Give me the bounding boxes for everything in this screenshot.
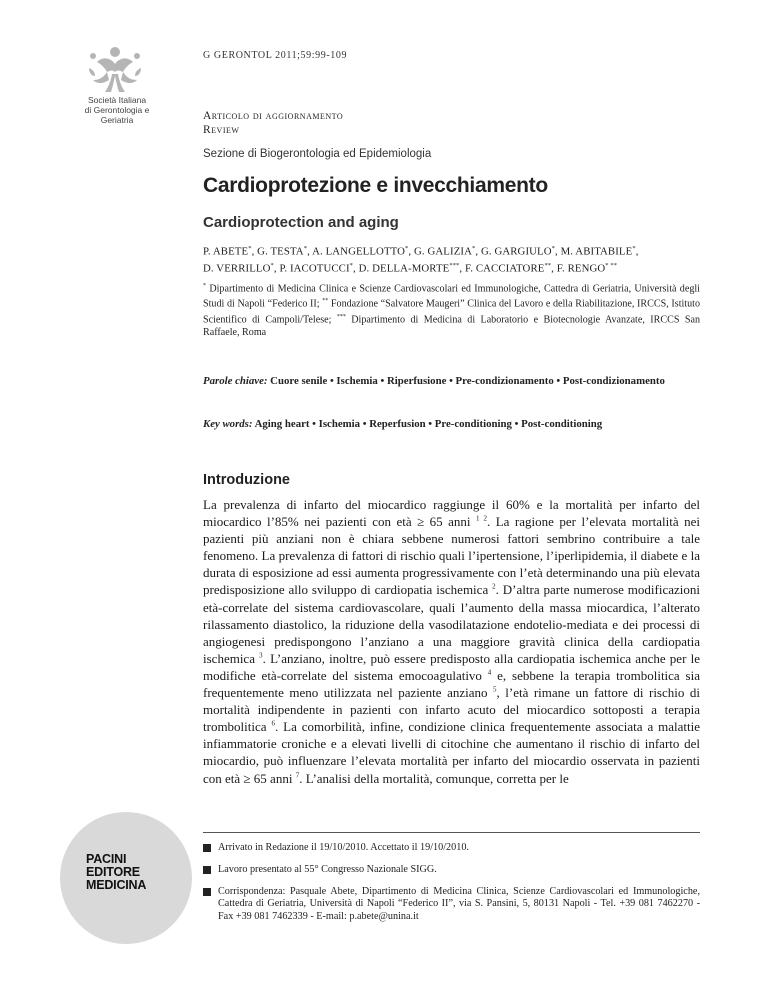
citation-ref: 3 [259, 651, 263, 660]
author: D. VERRILLO [203, 262, 271, 275]
intro-text-segment: , l’età rimane un fattore di rischio di mortalità indipendente in pazienti con infarto acuto del miocardico sottoposti a terapia trombolitica [203, 685, 700, 735]
author: G. TESTA [257, 245, 304, 258]
intro-text-segment: . D’altra parte numerose modificazioni età-correlate del sistema cardiovascolare, quali l’aumento della massa miocardica, l’alterato rilassamento diastolico, la riduzione della vasodilatazione endotelio-mediata e dei processi di angiogenesi predispongono l’anziano a una maggiore gravità clinica della cardiopatia ischemica [203, 582, 701, 666]
author-line-1: P. ABETE*, G. TESTA*, A. LANGELLOTTO*, G. GALIZIA*, G. GARGIULO*, M. ABITABILE*, [203, 245, 639, 258]
author: G. GARGIULO [480, 245, 552, 258]
author-line-2: D. VERRILLO*, P. IACOTUCCI*, D. DELLA-MORTE***, F. CACCIATORE**, F. RENGO* ** [203, 262, 618, 275]
citation-ref: 4 [487, 668, 492, 677]
author: A. LANGELLOTTO [312, 245, 406, 258]
keywords-label: Key words: [203, 418, 253, 430]
author: F. RENGO [556, 262, 606, 275]
intro-text-segment: e, sebbene la terapia trombolitica sia frequentemente meno utilizzata nel paziente anziano [203, 667, 700, 701]
article-type-en: Review [203, 124, 240, 136]
square-bullet-icon [203, 888, 211, 896]
footnote: Lavoro presentato al 55° Congresso Nazionale SIGG. [203, 864, 700, 877]
intro-text-segment: La prevalenza di infarto del miocardico raggiunge il 60% e la mortalità per infarto del miocardico l’85% nei pazienti con età ≥ 65 anni [203, 497, 700, 530]
journal-reference: G GERONTOL 2011;59:99-109 [203, 50, 348, 61]
intro-text-segment: . L’analisi della mortalità, comunque, corretta per le [299, 770, 569, 786]
publisher-name: PACINI EDITORE MEDICINA [86, 852, 147, 892]
footnotes [203, 842, 700, 933]
author: M. ABITABILE [560, 245, 633, 258]
article-subtitle: Cardioprotection and aging [203, 214, 399, 231]
society-name: Società Italiana di Gerontologia e Geriatria [84, 95, 150, 125]
article-title: Cardioprotezione e invecchiamento [203, 174, 548, 197]
square-bullet-icon [203, 844, 211, 852]
author: P. IACOTUCCI [279, 262, 350, 275]
keywords-italian [203, 375, 700, 389]
square-bullet-icon [203, 866, 211, 874]
footnote: Arrivato in Redazione il 19/10/2010. Accettato il 19/10/2010. [203, 842, 700, 855]
citation-ref: 1 2 [476, 514, 488, 523]
intro-text-segment: . La ragione per l’elevata mortalità nei pazienti più anziani non è chiara sebbene numerosi fattori sembrino contribuire a tale fenomeno. La prevalenza di fattori di rischio quali l’ipertensione, l’iperlipidemia, il diabete e la durata di esposizione ad essi aumenta progressivamente con l’età determinando una più elevata predisposizione allo sviluppo di cardiopatia ischemica [203, 514, 700, 598]
section-name: Sezione di Biogerontologia ed Epidemiologia [203, 148, 432, 160]
section-heading-introduzione: Introduzione [203, 472, 290, 488]
sidebar [0, 0, 180, 994]
author: D. DELLA-MORTE [358, 262, 450, 275]
footnote: Corrispondenza: Pasquale Abete, Dipartimento di Medicina Clinica, Scienze Cardiovascolari ed Immunologiche, Cattedra di Geriatria, Università di Napoli “Federico II”, via S. Pansini, 5, 80131 Napoli - Tel. +39 081 7462270 - Fax +39 081 7462339 - E-mail: p.abete@unina.it [203, 886, 700, 924]
citation-ref: 6 [271, 719, 275, 728]
affiliations: * Dipartimento di Medicina Clinica e Scienze Cardiovascolari ed Immunologiche, Cattedra di Geriatria, Università degli Studi di Napoli “Federico II; ** Fondazione “Salvatore Maugeri” Clinica del Lavoro e della Riabilitazione, IRCCS, Istituto Scientifico di Campoli/Telese; *** Dipartimento di Medicina di Laboratorio e Biotecnologie Avanzate, IRCCS San Raffaele, Roma [203, 283, 701, 339]
intro-text-segment: . La comorbilità, infine, condizione clinica frequentemente associata a malattie infiammatorie croniche e a elevati livelli di citochine che aumentano il rischio di infarto del miocardio, può influenzare l’elevata mortalità per infarto del miocardio osservata in pazienti con età ≥ 65 anni [203, 719, 701, 786]
keywords-value: Aging heart • Ischemia • Reperfusion • Pre-conditioning • Post-conditioning [254, 418, 603, 430]
citation-ref: 5 [493, 685, 497, 694]
keywords-value: Cuore senile • Ischemia • Riperfusione • Pre-condizionamento • Post-condizionamento [270, 375, 665, 387]
author: P. ABETE [203, 245, 249, 258]
citation-ref: 2 [492, 583, 496, 592]
intro-paragraph [203, 496, 700, 787]
citation-ref: 7 [295, 771, 300, 780]
intro-text-segment: . L’anziano, inoltre, può essere predisposto alla cardiopatia ischemica anche per le modifiche età-correlate del sistema emocoagulativo [203, 650, 700, 683]
footer-divider [203, 832, 700, 833]
keywords-english [203, 418, 700, 432]
author-list [203, 242, 700, 276]
society-logo-icon [85, 42, 145, 94]
author: F. CACCIATORE [465, 262, 545, 275]
author: G. GALIZIA [414, 245, 472, 258]
keywords-label: Parole chiave: [203, 375, 268, 387]
article-type: Articolo di aggiornamento [203, 110, 344, 122]
